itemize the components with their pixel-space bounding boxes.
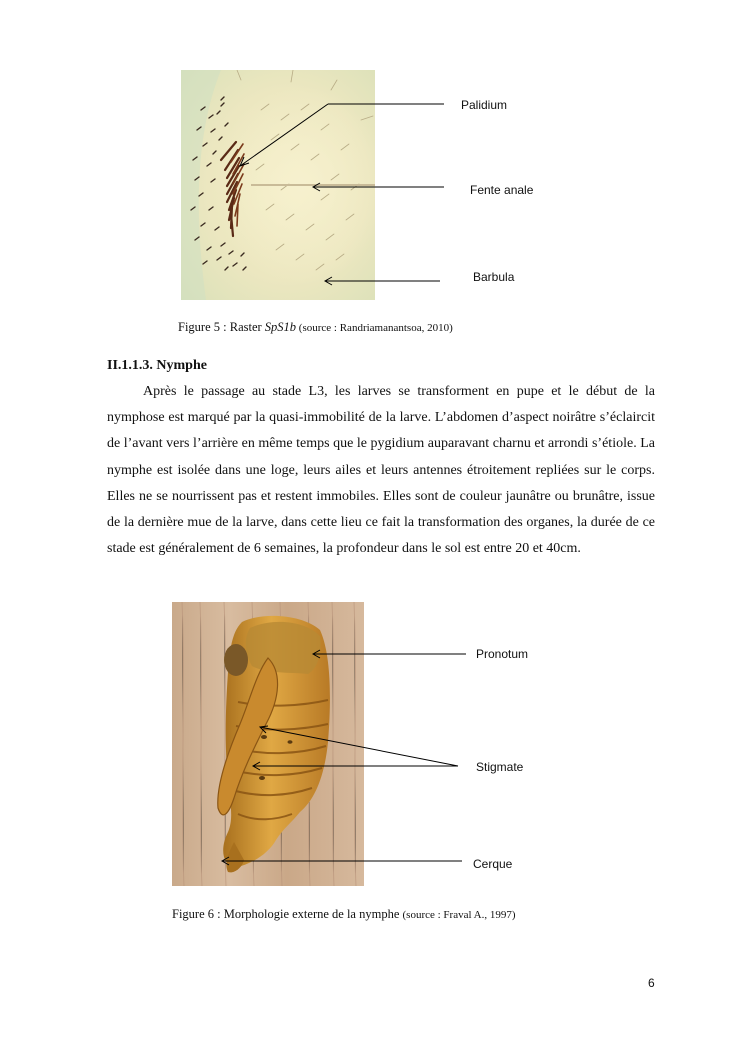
section-paragraph: Après le passage au stade L3, les larves se transforment en pupe et le début de la nymphose est marqué par la quasi-immobilité de la larve. L’abdomen d’aspect noirâtre s’éclaircit de l’avant vers l’arrière en même temps que le pygidium auparavant charnu et arrondi s’étiole. La nymphe est isolée dans une loge, leurs ailes et leurs antennes étroitement repliées sur le corps. Elles ne se nourrissent pas et restent immobiles. Elles sont de couleur jaunâtre ou brunâtre, issue de la dernière mue de la larve, dans cette lieu ce fait la transformation des organes, la durée de ce stade est généralement de 6 semaines, la profondeur dans le sol est entre 20 et 40cm. xyxy=(107,384,655,557)
page-number: 6 xyxy=(648,976,655,990)
figure-6-caption-source: (source : Fraval A., 1997) xyxy=(402,909,516,921)
figure-6-caption-prefix: Figure 6 : Morphologie externe de la nymphe xyxy=(172,907,403,921)
label-cerque: Cerque xyxy=(473,857,513,871)
label-palidium: Palidium xyxy=(461,98,508,112)
figure-5-caption xyxy=(178,320,453,335)
label-stigmate: Stigmate xyxy=(476,760,524,774)
label-fente-anale: Fente anale xyxy=(470,183,534,197)
section-heading: II.1.1.3. Nymphe xyxy=(107,358,207,373)
figure-5-caption-prefix: Figure 5 : Raster xyxy=(178,320,265,334)
figure-5 xyxy=(0,0,745,340)
figure-6 xyxy=(0,590,745,900)
figure-5-caption-source: (source : Randriamanantsoa, 2010) xyxy=(296,322,453,334)
figure-6-caption xyxy=(172,907,516,922)
figure-5-caption-name: SpS1b xyxy=(264,320,297,334)
figure-6-annotation-lines xyxy=(0,590,745,900)
label-barbula: Barbula xyxy=(473,270,515,284)
label-pronotum: Pronotum xyxy=(476,647,529,661)
figure-5-annotation-lines xyxy=(0,0,745,340)
